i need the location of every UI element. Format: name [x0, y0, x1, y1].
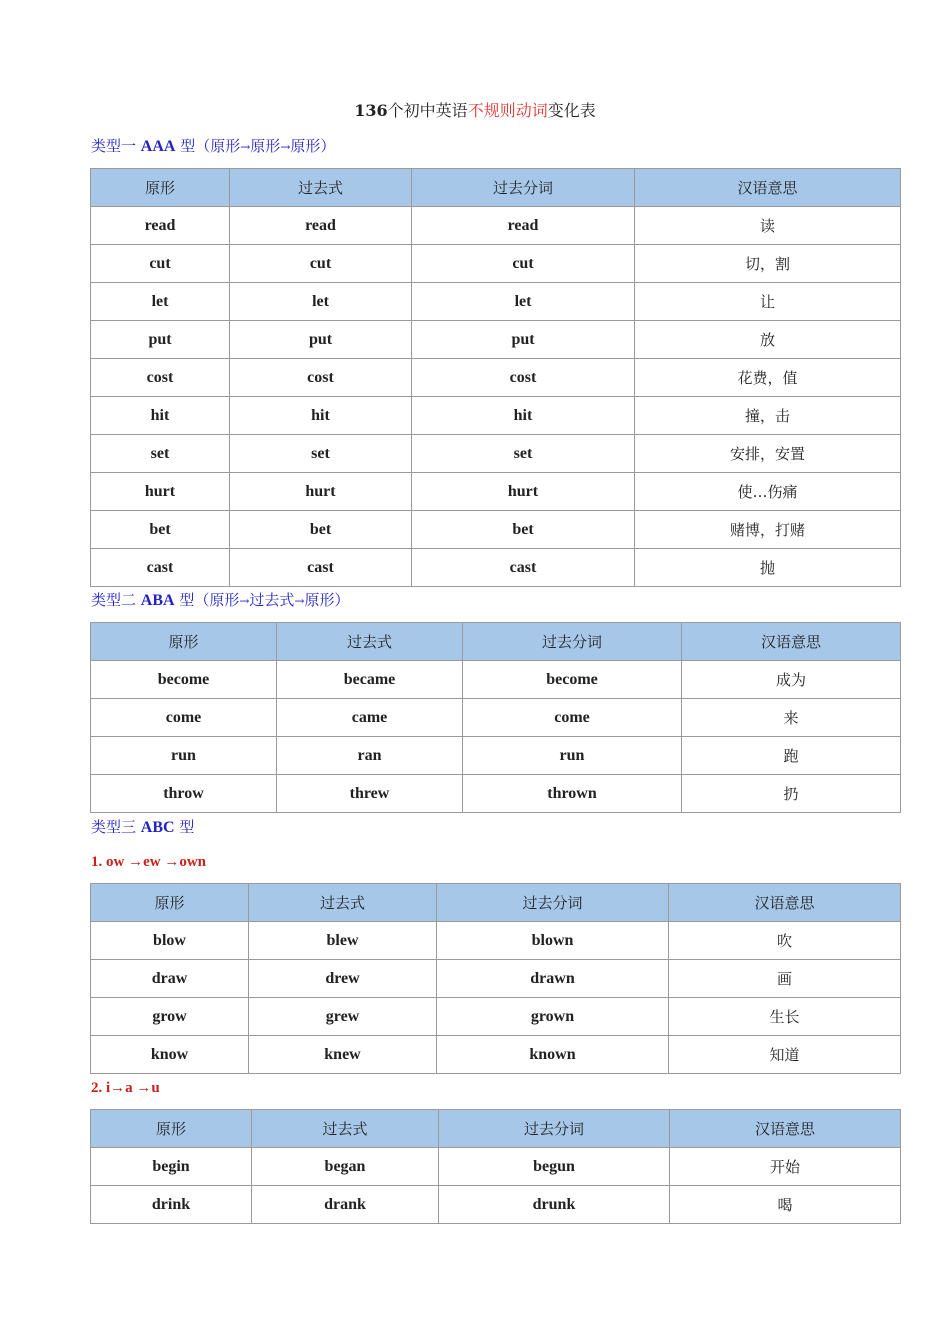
- table-row: [91, 1036, 901, 1074]
- table-row: [91, 283, 901, 321]
- table-row: [91, 245, 901, 283]
- past-tense-cell: cut: [230, 245, 412, 283]
- title-pre: 个初中英语: [387, 101, 468, 120]
- col-header-meaning: 汉语意思: [635, 169, 901, 207]
- meaning-cell: 画: [669, 960, 901, 998]
- base-form-cell: become: [91, 661, 277, 699]
- past-participle-cell: run: [463, 737, 682, 775]
- past-participle-cell: put: [412, 321, 635, 359]
- table-row: [91, 473, 901, 511]
- col-header-past: 过去式: [230, 169, 412, 207]
- base-form-cell: know: [91, 1036, 249, 1074]
- past-tense-cell: began: [252, 1148, 439, 1186]
- past-tense-cell: bet: [230, 511, 412, 549]
- type-two-mid2: 原形）: [304, 591, 350, 609]
- table-body: [91, 1148, 901, 1224]
- meaning-cell: 安排，安置: [635, 435, 901, 473]
- past-tense-cell: became: [277, 661, 463, 699]
- meaning-cell: 赌博，打赌: [635, 511, 901, 549]
- past-tense-cell: hurt: [230, 473, 412, 511]
- table-row: [91, 661, 901, 699]
- past-tense-cell: read: [230, 207, 412, 245]
- arrow-icon: →: [240, 140, 251, 154]
- title-highlight: 不规则动词: [467, 101, 548, 120]
- col-header-participle: 过去分词: [412, 169, 635, 207]
- type-one-code: AAA: [140, 138, 176, 155]
- col-header-meaning: 汉语意思: [682, 623, 901, 661]
- arrow-icon: →: [280, 140, 291, 154]
- col-header-base: 原形: [91, 1110, 252, 1148]
- arrow-icon: →: [294, 594, 305, 608]
- past-tense-cell: came: [277, 699, 463, 737]
- header-row: [91, 1110, 901, 1148]
- col-header-meaning: 汉语意思: [670, 1110, 901, 1148]
- type-two-mid1: 过去式: [249, 591, 295, 609]
- header-row: [91, 169, 901, 207]
- base-form-cell: bet: [91, 511, 230, 549]
- header-row: [91, 623, 901, 661]
- table-type-two: [90, 622, 901, 813]
- col-header-base: 原形: [91, 884, 249, 922]
- base-form-cell: set: [91, 435, 230, 473]
- meaning-cell: 花费，值: [635, 359, 901, 397]
- base-form-cell: cut: [91, 245, 230, 283]
- type-two-prefix: 类型二: [91, 591, 141, 609]
- table-row: [91, 960, 901, 998]
- table-body: [91, 661, 901, 813]
- table-row: [91, 922, 901, 960]
- base-form-cell: begin: [91, 1148, 252, 1186]
- past-participle-cell: cast: [412, 549, 635, 587]
- base-form-cell: grow: [91, 998, 249, 1036]
- past-tense-cell: drank: [252, 1186, 439, 1224]
- base-form-cell: hurt: [91, 473, 230, 511]
- type-one-mid2: 原形）: [290, 137, 336, 155]
- meaning-cell: 读: [635, 207, 901, 245]
- table-row: [91, 1148, 901, 1186]
- type-two-code: ABA: [140, 592, 175, 609]
- past-tense-cell: set: [230, 435, 412, 473]
- type-two-heading: [91, 589, 350, 612]
- table-row: [91, 511, 901, 549]
- table-row: [91, 397, 901, 435]
- title-post: 变化表: [547, 101, 596, 120]
- past-participle-cell: let: [412, 283, 635, 321]
- table-type-three-1: [90, 883, 901, 1074]
- table-body: [91, 922, 901, 1074]
- base-form-cell: blow: [91, 922, 249, 960]
- past-participle-cell: hurt: [412, 473, 635, 511]
- table-row: [91, 998, 901, 1036]
- col-header-participle: 过去分词: [439, 1110, 670, 1148]
- base-form-cell: run: [91, 737, 277, 775]
- type-three-code: ABC: [140, 819, 175, 836]
- past-participle-cell: come: [463, 699, 682, 737]
- past-participle-cell: begun: [439, 1148, 670, 1186]
- table-row: [91, 737, 901, 775]
- col-header-past: 过去式: [252, 1110, 439, 1148]
- past-tense-cell: blew: [249, 922, 437, 960]
- past-participle-cell: cost: [412, 359, 635, 397]
- past-tense-cell: let: [230, 283, 412, 321]
- meaning-cell: 让: [635, 283, 901, 321]
- col-header-meaning: 汉语意思: [669, 884, 901, 922]
- meaning-cell: 成为: [682, 661, 901, 699]
- meaning-cell: 生长: [669, 998, 901, 1036]
- header-row: [91, 884, 901, 922]
- title-number: 136: [354, 101, 388, 120]
- past-tense-cell: ran: [277, 737, 463, 775]
- past-participle-cell: known: [437, 1036, 669, 1074]
- past-participle-cell: grown: [437, 998, 669, 1036]
- past-participle-cell: bet: [412, 511, 635, 549]
- subheading-ow-ew-own: 1. ow →ew →own: [91, 854, 206, 870]
- base-form-cell: come: [91, 699, 277, 737]
- type-three-heading: [91, 816, 194, 839]
- table-row: [91, 207, 901, 245]
- base-form-cell: draw: [91, 960, 249, 998]
- type-two-suffix: 型（原形: [174, 591, 240, 609]
- table-row: [91, 549, 901, 587]
- col-header-participle: 过去分词: [463, 623, 682, 661]
- type-one-prefix: 类型一: [91, 137, 141, 155]
- meaning-cell: 开始: [670, 1148, 901, 1186]
- table-type-three-2: [90, 1109, 901, 1224]
- table-row: [91, 1186, 901, 1224]
- type-one-mid1: 原形: [250, 137, 281, 155]
- past-tense-cell: knew: [249, 1036, 437, 1074]
- past-participle-cell: drunk: [439, 1186, 670, 1224]
- table-row: [91, 775, 901, 813]
- past-tense-cell: cost: [230, 359, 412, 397]
- past-tense-cell: cast: [230, 549, 412, 587]
- table-row: [91, 321, 901, 359]
- past-tense-cell: drew: [249, 960, 437, 998]
- meaning-cell: 切，割: [635, 245, 901, 283]
- subheading-i-a-u: 2. i→a →u: [91, 1080, 160, 1096]
- meaning-cell: 扔: [682, 775, 901, 813]
- col-header-participle: 过去分词: [437, 884, 669, 922]
- past-participle-cell: become: [463, 661, 682, 699]
- meaning-cell: 知道: [669, 1036, 901, 1074]
- table-body: [91, 207, 901, 587]
- table-row: [91, 699, 901, 737]
- col-header-past: 过去式: [277, 623, 463, 661]
- base-form-cell: hit: [91, 397, 230, 435]
- col-header-past: 过去式: [249, 884, 437, 922]
- meaning-cell: 来: [682, 699, 901, 737]
- past-tense-cell: put: [230, 321, 412, 359]
- past-tense-cell: grew: [249, 998, 437, 1036]
- base-form-cell: let: [91, 283, 230, 321]
- arrow-icon: →: [239, 594, 250, 608]
- col-header-base: 原形: [91, 623, 277, 661]
- base-form-cell: cost: [91, 359, 230, 397]
- base-form-cell: drink: [91, 1186, 252, 1224]
- past-participle-cell: blown: [437, 922, 669, 960]
- type-one-suffix: 型（原形: [175, 137, 241, 155]
- past-participle-cell: thrown: [463, 775, 682, 813]
- meaning-cell: 放: [635, 321, 901, 359]
- type-three-suffix: 型: [174, 818, 195, 836]
- past-participle-cell: set: [412, 435, 635, 473]
- meaning-cell: 喝: [670, 1186, 901, 1224]
- past-participle-cell: drawn: [437, 960, 669, 998]
- type-one-heading: [91, 135, 335, 158]
- base-form-cell: put: [91, 321, 230, 359]
- past-tense-cell: hit: [230, 397, 412, 435]
- past-participle-cell: hit: [412, 397, 635, 435]
- col-header-base: 原形: [91, 169, 230, 207]
- meaning-cell: 吹: [669, 922, 901, 960]
- meaning-cell: 撞，击: [635, 397, 901, 435]
- table-row: [91, 435, 901, 473]
- meaning-cell: 使…伤痛: [635, 473, 901, 511]
- type-three-prefix: 类型三: [91, 818, 141, 836]
- table-row: [91, 359, 901, 397]
- past-participle-cell: cut: [412, 245, 635, 283]
- past-tense-cell: threw: [277, 775, 463, 813]
- past-participle-cell: read: [412, 207, 635, 245]
- base-form-cell: throw: [91, 775, 277, 813]
- base-form-cell: cast: [91, 549, 230, 587]
- page-title: [0, 100, 950, 122]
- base-form-cell: read: [91, 207, 230, 245]
- meaning-cell: 跑: [682, 737, 901, 775]
- meaning-cell: 抛: [635, 549, 901, 587]
- table-type-one: [90, 168, 901, 587]
